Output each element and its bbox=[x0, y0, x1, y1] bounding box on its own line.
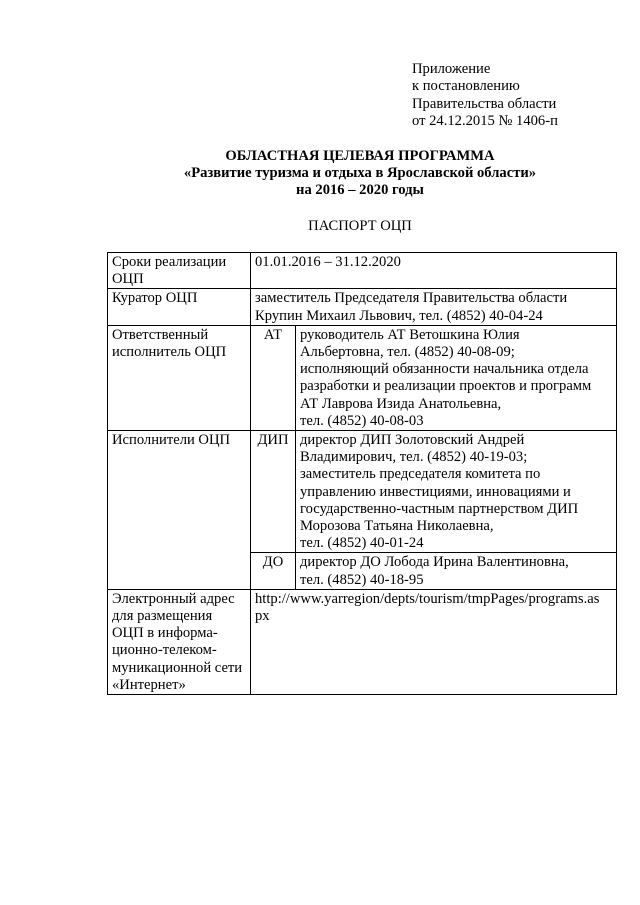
value-line: государственно-частным партнерством ДИП bbox=[300, 500, 579, 517]
label-line: ОЦП bbox=[112, 271, 144, 288]
org-code: ДО bbox=[251, 553, 296, 589]
row-label bbox=[108, 431, 251, 590]
row-value bbox=[296, 431, 617, 553]
appendix-note bbox=[412, 61, 558, 130]
row-label bbox=[108, 589, 251, 694]
value-line: тел. (4852) 40-18-95 bbox=[300, 571, 424, 588]
label-line: Сроки реализации bbox=[112, 254, 227, 270]
label-line: Исполнители ОЦП bbox=[112, 432, 231, 449]
value-line: заместитель Председателя Правительства области bbox=[255, 290, 568, 307]
value-line: исполняющий обязанности начальника отдела bbox=[300, 361, 589, 378]
row-value bbox=[296, 325, 617, 430]
label-line: Ответственный bbox=[112, 326, 209, 343]
table-row bbox=[108, 431, 617, 553]
value-line: 01.01.2016 – 31.12.2020 bbox=[255, 254, 401, 270]
table-row bbox=[108, 325, 617, 430]
table-row bbox=[108, 289, 617, 325]
label-line: Куратор ОЦП bbox=[112, 290, 198, 307]
row-value bbox=[251, 589, 617, 694]
row-value bbox=[251, 289, 617, 325]
org-code: ДИП bbox=[251, 431, 296, 553]
value-line: тел. (4852) 40-08-03 bbox=[300, 412, 424, 429]
program-title: ОБЛАСТНАЯ ЦЕЛЕВАЯ ПРОГРАММА bbox=[225, 148, 495, 164]
value-line: руководитель АТ Ветошкина Юлия bbox=[300, 326, 520, 343]
website-url-line[interactable]: http://www.yarregion/depts/tourism/tmpPages/programs.as bbox=[255, 590, 600, 607]
label-line: Электронный адрес bbox=[112, 590, 235, 607]
passport-table bbox=[107, 252, 617, 695]
program-name: «Развитие туризма и отдыха в Ярославской области» bbox=[183, 164, 537, 181]
row-label bbox=[108, 289, 251, 325]
appendix-line: Приложение bbox=[412, 61, 491, 77]
row-label bbox=[108, 325, 251, 430]
website-url-line[interactable]: px bbox=[255, 608, 270, 625]
row-value bbox=[251, 253, 617, 289]
label-line: ОЦП в информа- bbox=[112, 625, 218, 642]
value-line: АТ Лаврова Изида Анатольевна, bbox=[300, 395, 502, 412]
label-line: для размещения bbox=[112, 608, 213, 625]
value-line: заместитель председателя комитета по bbox=[300, 466, 541, 483]
label-line: муникационной сети bbox=[112, 659, 243, 676]
value-line: директор ДИП Золотовский Андрей bbox=[300, 432, 525, 449]
appendix-line: к постановлению bbox=[412, 78, 520, 95]
value-line: разработки и реализации проектов и программ bbox=[300, 378, 592, 395]
table-row bbox=[108, 589, 617, 694]
value-line: управлению инвестициями, инновациями и bbox=[300, 483, 571, 500]
row-value bbox=[296, 553, 617, 589]
appendix-line: Правительства области bbox=[412, 95, 557, 112]
row-label bbox=[108, 253, 251, 289]
value-line: Крупин Михаил Львович, тел. (4852) 40-04-24 bbox=[255, 307, 543, 324]
label-line: «Интернет» bbox=[112, 676, 186, 693]
value-line: Альбертовна, тел. (4852) 40-08-09; bbox=[300, 344, 515, 361]
value-line: Владимирович, тел. (4852) 40-19-03; bbox=[300, 449, 528, 466]
program-period: на 2016 – 2020 годы bbox=[296, 181, 424, 198]
passport-title: ПАСПОРТ ОЦП bbox=[308, 218, 412, 234]
program-heading bbox=[100, 148, 620, 198]
label-line: исполнитель ОЦП bbox=[112, 344, 227, 361]
table-row bbox=[108, 253, 617, 289]
value-line: директор ДО Лобода Ирина Валентиновна, bbox=[300, 554, 569, 571]
appendix-line: от 24.12.2015 № 1406-п bbox=[412, 112, 558, 129]
value-line: Морозова Татьяна Николаевна, bbox=[300, 518, 494, 535]
org-code: АТ bbox=[251, 325, 296, 430]
value-line: тел. (4852) 40-01-24 bbox=[300, 535, 424, 552]
label-line: ционно-телеком- bbox=[112, 642, 217, 659]
